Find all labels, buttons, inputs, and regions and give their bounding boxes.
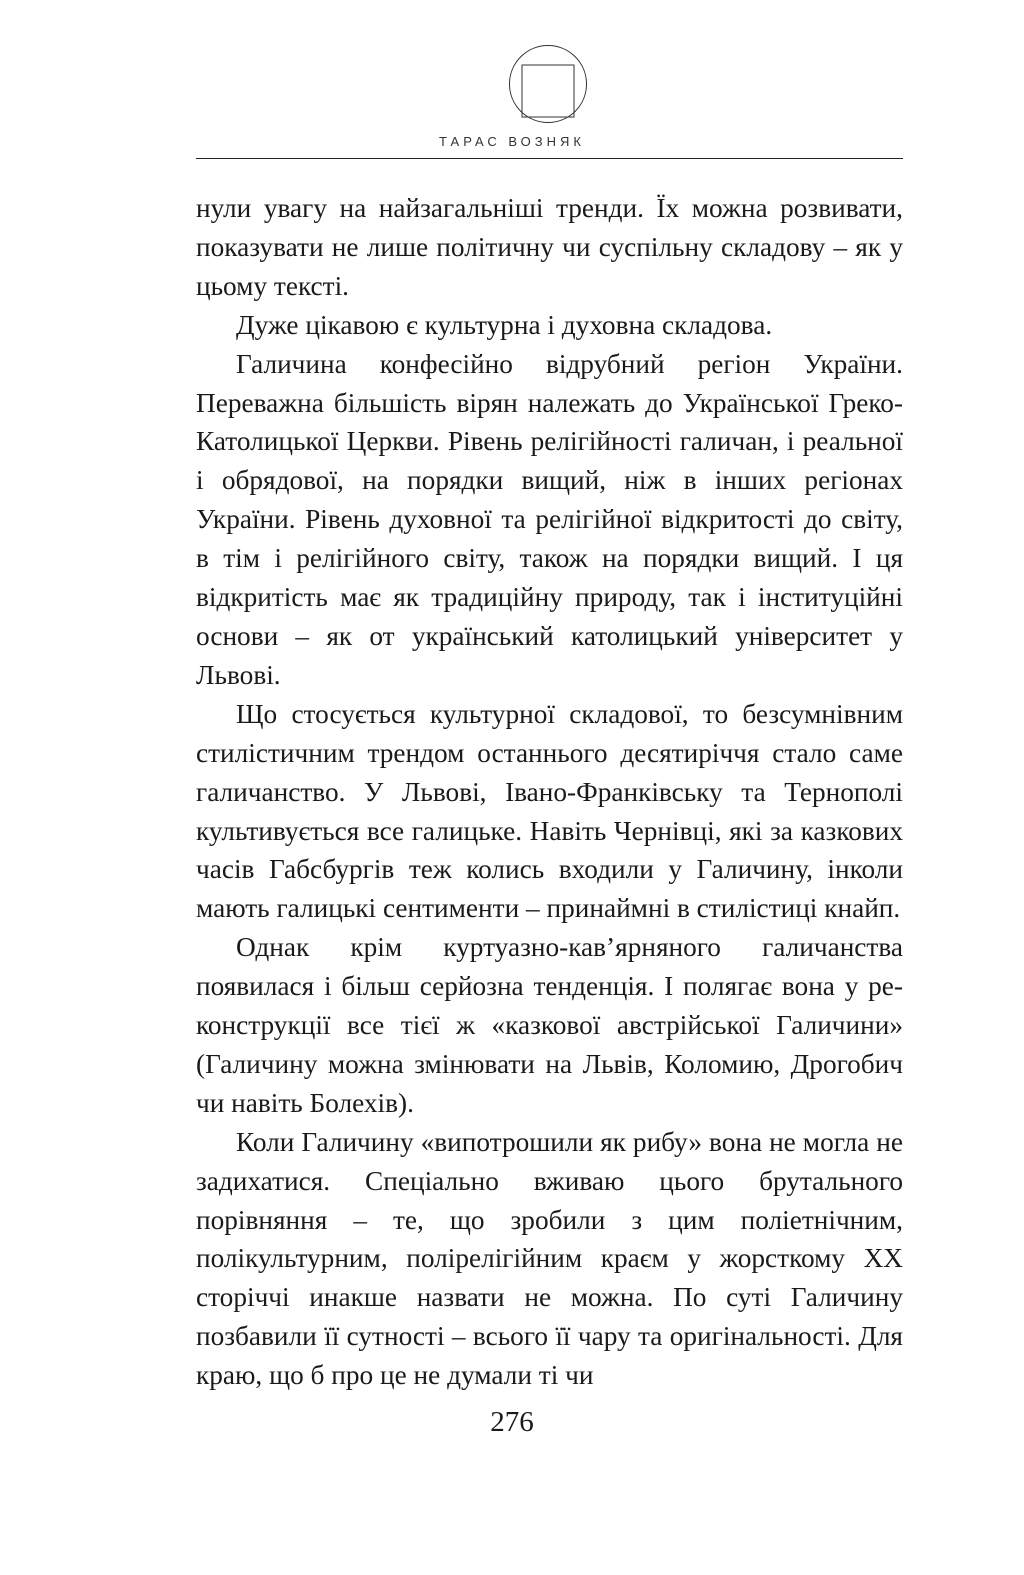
paragraph: Що стосується культурної складової, то безсумнівним стилістичним трендом останнього десятиріччя стало саме галичанство. У Львові, Івано-Франківську та Тернополі культивується все галицьке. Навіть Чернівці, які за казкових часів Габсбургів теж колись входили у Галичину, інколи мають галицькі сентименти – принаймні в стилістиці кнайп. (196, 698, 903, 924)
paragraph: Коли Галичину «випотрошили як рибу» вона не могла не задихатися. Спеціально вживаю цього брутального порівняння – те, що зробили з цим поліетнічним, полікультурним, полірелігійним краєм у жорсткому XX сторіччі инакше назвати не можна. По суті Галичину позбавили її сутності – всього її чару та оригінальності. Для краю, що б про це не думали ті чи (196, 1126, 903, 1391)
paragraph: Галичина конфесійно відрубний регіон України. Переважна більшість вірян належать до Української Греко-Католицької Церкви. Рівень релігійності галичан, і реальної і обрядової, на порядки вищий, ніж в інших регіонах України. Рівень духовної та релігійної відкритості до світу, в тім і релігійного світу, також на порядки вищий. І ця відкритість має як традиційну природу, так і інституційні основи – як от український католицький університет у Львові. (196, 348, 903, 690)
header-divider (196, 158, 903, 159)
page-number: 276 (490, 1406, 534, 1438)
paragraph: Дуже цікавою є культурна і духовна складова. (236, 309, 773, 340)
circle-square-emblem-icon (508, 44, 588, 124)
paragraph: нули увагу на найзагальніші тренди. Їх можна розвивати, показувати не лише політичну чи суспільну складову – як у цьому тексті. (196, 193, 903, 301)
paragraph: Однак крім куртуазно-кав’ярняного галичанства появилася і більш серйозна тенденція. І полягає вона у ре-конструкції все тієї ж «казкової австрійської Галичини» (Галичину можна змінювати на Львів, Коломию, Дрогобич чи навіть Болехів). (196, 932, 903, 1118)
body-text (196, 189, 903, 1395)
running-header-author: ТАРАС ВОЗНЯК (439, 134, 585, 149)
